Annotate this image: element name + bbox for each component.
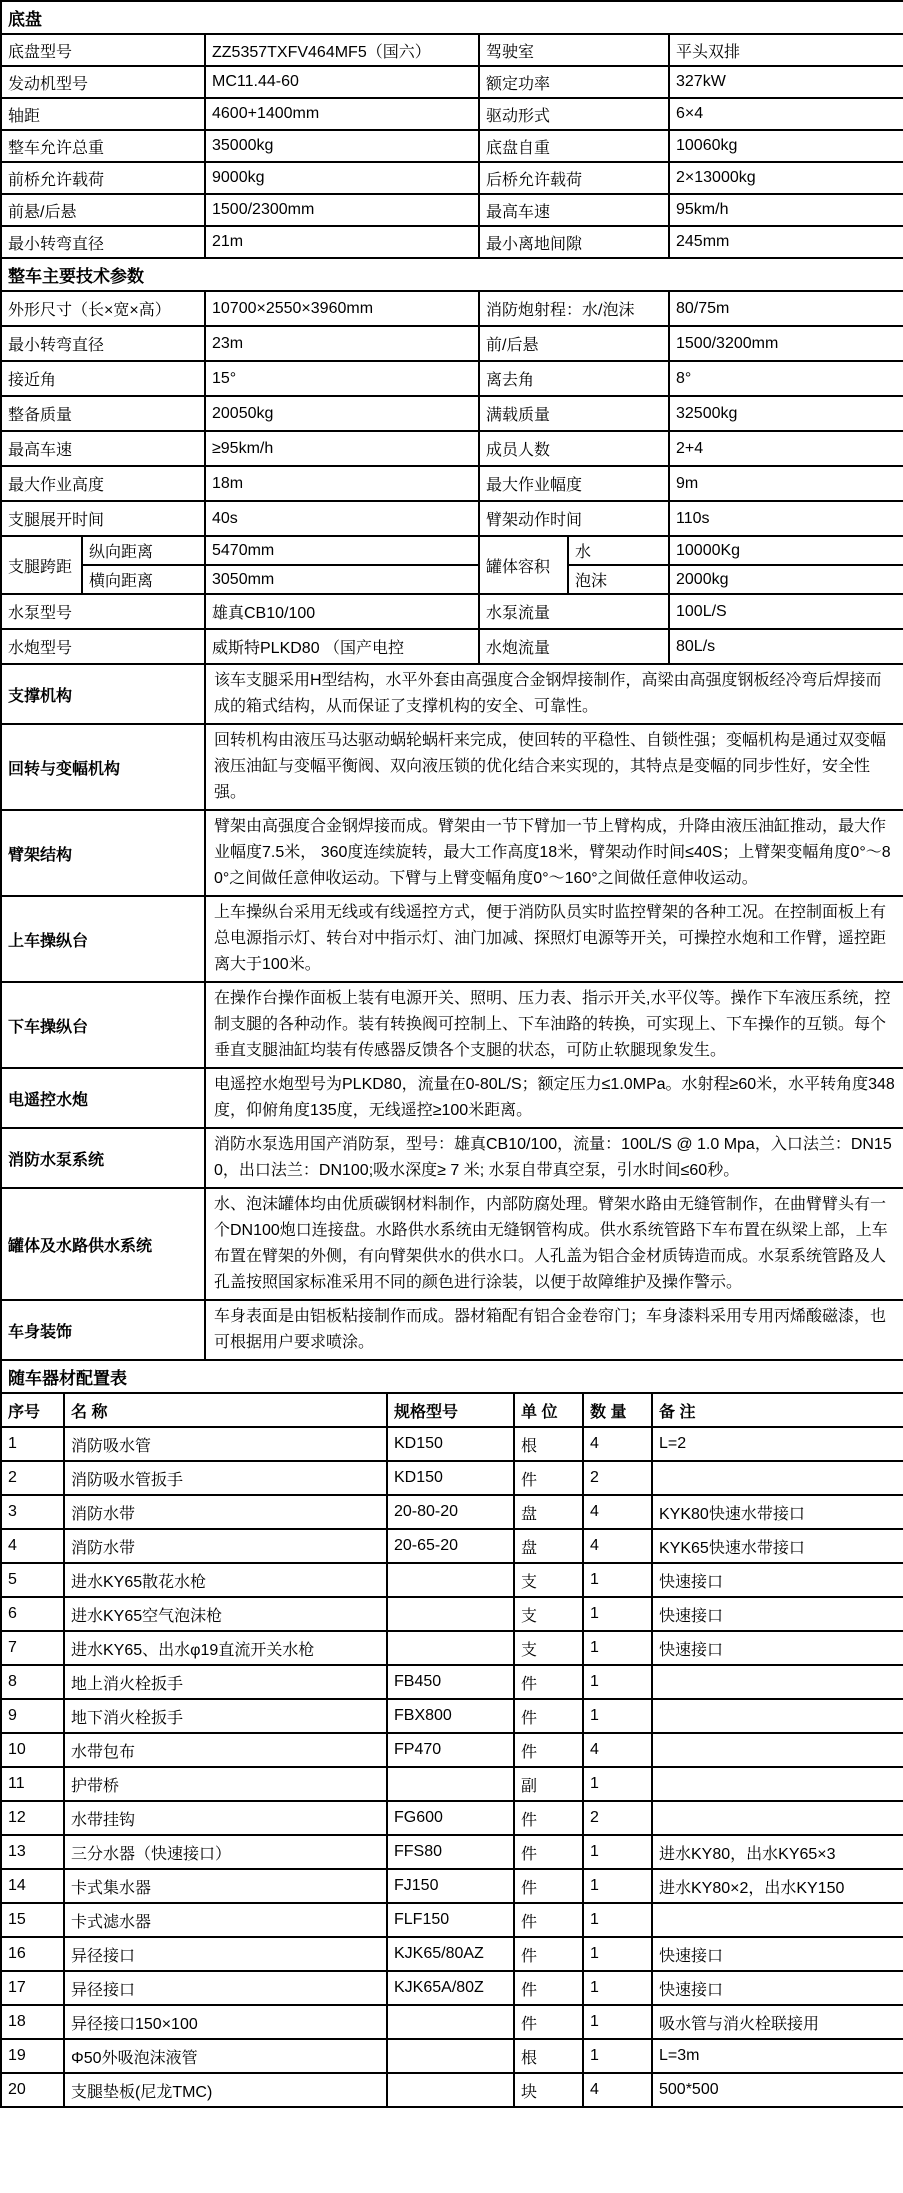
equipment-index-cell: 2	[1, 1461, 64, 1495]
description-label-cell: 上车操纵台	[1, 896, 205, 982]
vehicle-params-table	[0, 257, 903, 1361]
equipment-qty-cell: 1	[583, 2039, 652, 2073]
spec-value-cell: 5470mm	[205, 536, 479, 565]
description-text-cell: 在操作台操作面板上装有电源开关、照明、压力表、指示开关,水平仪等。操作下车液压系统，控制支腿的各种动作。装有转换阀可控制上、下车油路的转换，可实现上、下车操作的互锁。每个垂直支腿油缸均装有传感器反馈各个支腿的状态，可防止软腿现象发生。	[205, 982, 903, 1068]
section-title-row	[1, 1360, 903, 1393]
equipment-unit-cell: 件	[514, 1801, 583, 1835]
equipment-item-row	[1, 1597, 903, 1631]
equipment-qty-cell: 2	[583, 1461, 652, 1495]
spec-label-cell: 最大作业高度	[1, 466, 205, 501]
chassis-spec-row	[1, 98, 903, 130]
equipment-item-row	[1, 1631, 903, 1665]
equipment-model-cell	[387, 1563, 514, 1597]
equipment-name-cell: 进水KY65空气泡沫枪	[64, 1597, 387, 1631]
equipment-item-row	[1, 1699, 903, 1733]
equipment-note-cell: KYK80快速水带接口	[652, 1495, 903, 1529]
equipment-model-cell: 20-65-20	[387, 1529, 514, 1563]
equipment-note-cell: 快速接口	[652, 1631, 903, 1665]
equipment-header-cell: 数 量	[583, 1393, 652, 1427]
vehicle-spec-row	[1, 629, 903, 664]
equipment-note-cell: 快速接口	[652, 1597, 903, 1631]
chassis-spec-row	[1, 162, 903, 194]
equipment-name-cell: 水带挂钩	[64, 1801, 387, 1835]
equipment-item-row	[1, 2073, 903, 2107]
chassis-spec-row	[1, 226, 903, 258]
equipment-note-cell: 快速接口	[652, 1971, 903, 2005]
spec-label-cell: 水泵流量	[479, 594, 669, 629]
spec-label-cell: 支腿展开时间	[1, 501, 205, 536]
equipment-qty-cell: 1	[583, 1699, 652, 1733]
description-text-cell: 臂架由高强度合金钢焊接而成。臂架由一节下臂加一节上臂构成，升降由液压油缸推动，最大作业幅度7.5米， 360度连续旋转，最大工作高度18米，臂架动作时间≤40S；上臂架变幅角度0°～80°之间做任意伸收运动。下臂与上臂变幅角度0°～160°之间做任意伸收运动。	[205, 810, 903, 896]
description-row	[1, 664, 903, 724]
equipment-qty-cell: 4	[583, 1495, 652, 1529]
vehicle-spec-row	[1, 326, 903, 361]
equipment-unit-cell: 根	[514, 2039, 583, 2073]
spec-value-cell: 100L/S	[669, 594, 903, 629]
spec-value-cell: 40s	[205, 501, 479, 536]
description-text-cell: 车身表面是由铝板粘接制作而成。器材箱配有铝合金卷帘门；车身漆料采用专用丙烯酸磁漆，也可根据用户要求喷涂。	[205, 1300, 903, 1360]
equipment-index-cell: 7	[1, 1631, 64, 1665]
spec-value-cell: 9000kg	[205, 162, 479, 194]
equipment-model-cell	[387, 2073, 514, 2107]
equipment-item-row	[1, 1937, 903, 1971]
spec-value-cell: 8°	[669, 361, 903, 396]
spec-value-cell: 327kW	[669, 66, 903, 98]
spec-label-cell: 成员人数	[479, 431, 669, 466]
description-text-cell: 消防水泵选用国产消防泵，型号：雄真CB10/100，流量：100L/S @ 1.0 Mpa，入口法兰：DN150，出口法兰：DN100;吸水深度≥ 7 米; 水泵自带真空泵，引水时间≤60秒。	[205, 1128, 903, 1188]
equipment-name-cell: 三分水器（快速接口）	[64, 1835, 387, 1869]
equipment-name-cell: 消防吸水管	[64, 1427, 387, 1461]
equipment-index-cell: 13	[1, 1835, 64, 1869]
spec-label-cell: 最高车速	[1, 431, 205, 466]
spec-label-cell: 水泵型号	[1, 594, 205, 629]
spec-value-cell: 9m	[669, 466, 903, 501]
vehicle-spec-row	[1, 396, 903, 431]
equipment-model-cell: FBX800	[387, 1699, 514, 1733]
equipment-index-cell: 18	[1, 2005, 64, 2039]
equipment-name-cell: 进水KY65散花水枪	[64, 1563, 387, 1597]
equipment-index-cell: 12	[1, 1801, 64, 1835]
spec-value-cell: 威斯特PLKD80 （国产电控	[205, 629, 479, 664]
spec-label-cell: 底盘型号	[1, 34, 205, 66]
equipment-qty-cell: 1	[583, 1597, 652, 1631]
equipment-unit-cell: 件	[514, 2005, 583, 2039]
equipment-unit-cell: 件	[514, 1937, 583, 1971]
equipment-index-cell: 6	[1, 1597, 64, 1631]
equipment-unit-cell: 盘	[514, 1529, 583, 1563]
description-row	[1, 1128, 903, 1188]
description-row	[1, 810, 903, 896]
spec-value-cell: 2000kg	[669, 565, 903, 594]
spec-label-cell: 最小离地间隙	[479, 226, 669, 258]
equipment-qty-cell: 4	[583, 1733, 652, 1767]
vehicle-spec-row	[1, 431, 903, 466]
description-row	[1, 982, 903, 1068]
equipment-index-cell: 3	[1, 1495, 64, 1529]
spec-sublabel-cell: 横向距离	[82, 565, 205, 594]
spec-value-cell: 1500/3200mm	[669, 326, 903, 361]
spec-label-cell: 接近角	[1, 361, 205, 396]
equipment-index-cell: 16	[1, 1937, 64, 1971]
equipment-qty-cell: 1	[583, 2005, 652, 2039]
equipment-unit-cell: 支	[514, 1563, 583, 1597]
spec-label-cell: 后桥允许载荷	[479, 162, 669, 194]
equipment-unit-cell: 支	[514, 1597, 583, 1631]
equipment-name-cell: 异径接口150×100	[64, 2005, 387, 2039]
equipment-unit-cell: 件	[514, 1869, 583, 1903]
equipment-index-cell: 1	[1, 1427, 64, 1461]
chassis-spec-row	[1, 194, 903, 226]
equipment-model-cell: 20-80-20	[387, 1495, 514, 1529]
description-text-cell: 回转机构由液压马达驱动蜗轮蜗杆来完成，使回转的平稳性、自锁性强；变幅机构是通过双变幅液压油缸与变幅平衡阀、双向液压锁的优化结合来实现的，其特点是变幅的同步性好，安全性强。	[205, 724, 903, 810]
spec-label-cell: 水炮流量	[479, 629, 669, 664]
spec-label-cell: 驾驶室	[479, 34, 669, 66]
equipment-name-cell: 消防吸水管扳手	[64, 1461, 387, 1495]
section-title-row	[1, 1, 903, 34]
chassis-spec-row	[1, 130, 903, 162]
spec-label-cell: 外形尺寸（长×宽×高）	[1, 291, 205, 326]
equipment-item-row	[1, 1869, 903, 1903]
equipment-note-cell	[652, 1733, 903, 1767]
equipment-index-cell: 10	[1, 1733, 64, 1767]
description-row	[1, 724, 903, 810]
equipment-unit-cell: 件	[514, 1903, 583, 1937]
vehicle-spec-row	[1, 594, 903, 629]
spec-label-cell: 驱动形式	[479, 98, 669, 130]
equipment-header-cell: 名 称	[64, 1393, 387, 1427]
spec-value-cell: ≥95km/h	[205, 431, 479, 466]
equipment-model-cell	[387, 2005, 514, 2039]
equipment-name-cell: 支腿垫板(尼龙TMC)	[64, 2073, 387, 2107]
spec-sublabel-cell: 纵向距离	[82, 536, 205, 565]
equipment-unit-cell: 件	[514, 1461, 583, 1495]
spec-value-cell: 32500kg	[669, 396, 903, 431]
equipment-item-row	[1, 1801, 903, 1835]
equipment-note-cell: 500*500	[652, 2073, 903, 2107]
equipment-model-cell: FJ150	[387, 1869, 514, 1903]
equipment-qty-cell: 1	[583, 1937, 652, 1971]
spec-label-cell: 发动机型号	[1, 66, 205, 98]
spec-value-cell: 1500/2300mm	[205, 194, 479, 226]
spec-label-cell: 离去角	[479, 361, 669, 396]
equipment-qty-cell: 1	[583, 1631, 652, 1665]
description-text-cell: 上车操纵台采用无线或有线遥控方式，便于消防队员实时监控臂架的各种工况。在控制面板上有总电源指示灯、转台对中指示灯、油门加减、探照灯电源等开关，可操控水炮和工作臂，遥控距离大于100米。	[205, 896, 903, 982]
equipment-note-cell: 快速接口	[652, 1563, 903, 1597]
equipment-model-cell: KJK65A/80Z	[387, 1971, 514, 2005]
vehicle-spec-row	[1, 291, 903, 326]
equipment-unit-cell: 件	[514, 1733, 583, 1767]
spec-value-cell: 23m	[205, 326, 479, 361]
equipment-index-cell: 4	[1, 1529, 64, 1563]
spec-value-cell: 20050kg	[205, 396, 479, 431]
equipment-model-cell: KJK65/80AZ	[387, 1937, 514, 1971]
spec-value-cell: 10700×2550×3960mm	[205, 291, 479, 326]
spec-sublabel-cell: 泡沫	[568, 565, 669, 594]
equipment-note-cell: 进水KY80×2，出水KY150	[652, 1869, 903, 1903]
spec-label-cell: 底盘自重	[479, 130, 669, 162]
equipment-item-row	[1, 1835, 903, 1869]
equipment-note-cell	[652, 1461, 903, 1495]
spec-label-cell: 最小转弯直径	[1, 326, 205, 361]
equipment-qty-cell: 1	[583, 1903, 652, 1937]
equipment-name-cell: 地上消火栓扳手	[64, 1665, 387, 1699]
spec-value-cell: ZZ5357TXFV464MF5（国六）	[205, 34, 479, 66]
equipment-model-cell: FB450	[387, 1665, 514, 1699]
equipment-qty-cell: 2	[583, 1801, 652, 1835]
equipment-index-cell: 14	[1, 1869, 64, 1903]
spec-value-cell: 10060kg	[669, 130, 903, 162]
equipment-unit-cell: 件	[514, 1971, 583, 2005]
equipment-note-cell: 吸水管与消火栓联接用	[652, 2005, 903, 2039]
equipment-header-cell: 序号	[1, 1393, 64, 1427]
spec-value-cell: 35000kg	[205, 130, 479, 162]
equipment-qty-cell: 4	[583, 1529, 652, 1563]
equipment-name-cell: 异径接口	[64, 1937, 387, 1971]
equipment-index-cell: 19	[1, 2039, 64, 2073]
vehicle-spec-row	[1, 466, 903, 501]
equipment-qty-cell: 1	[583, 1869, 652, 1903]
equipment-name-cell: 进水KY65、出水φ19直流开关水枪	[64, 1631, 387, 1665]
equipment-item-row	[1, 1461, 903, 1495]
spec-label-cell: 前悬/后悬	[1, 194, 205, 226]
equipment-qty-cell: 1	[583, 1665, 652, 1699]
equipment-header-cell: 备 注	[652, 1393, 903, 1427]
equipment-unit-cell: 件	[514, 1699, 583, 1733]
equipment-note-cell: L=3m	[652, 2039, 903, 2073]
equipment-item-row	[1, 1971, 903, 2005]
description-row	[1, 1188, 903, 1300]
equipment-item-row	[1, 2005, 903, 2039]
spec-value-cell: 18m	[205, 466, 479, 501]
spec-label-cell: 额定功率	[479, 66, 669, 98]
equipment-name-cell: 异径接口	[64, 1971, 387, 2005]
equipment-name-cell: Φ50外吸泡沫液管	[64, 2039, 387, 2073]
equipment-note-cell: L=2	[652, 1427, 903, 1461]
description-label-cell: 支撑机构	[1, 664, 205, 724]
equipment-unit-cell: 根	[514, 1427, 583, 1461]
equipment-header-row	[1, 1393, 903, 1427]
description-label-cell: 电遥控水炮	[1, 1068, 205, 1128]
equipment-name-cell: 消防水带	[64, 1495, 387, 1529]
spec-label-cell: 最大作业幅度	[479, 466, 669, 501]
outrigger-tank-row	[1, 536, 903, 565]
equipment-note-cell: 快速接口	[652, 1937, 903, 1971]
equipment-note-cell	[652, 1801, 903, 1835]
spec-label-cell: 前桥允许载荷	[1, 162, 205, 194]
equipment-unit-cell: 支	[514, 1631, 583, 1665]
equipment-model-cell	[387, 1597, 514, 1631]
equipment-index-cell: 11	[1, 1767, 64, 1801]
spec-value-cell: 10000Kg	[669, 536, 903, 565]
equipment-header-cell: 规格型号	[387, 1393, 514, 1427]
equipment-header-cell: 单 位	[514, 1393, 583, 1427]
description-row	[1, 896, 903, 982]
equipment-unit-cell: 件	[514, 1665, 583, 1699]
spec-value-cell: 3050mm	[205, 565, 479, 594]
equipment-note-cell: KYK65快速水带接口	[652, 1529, 903, 1563]
equipment-qty-cell: 4	[583, 2073, 652, 2107]
spec-value-cell: 95km/h	[669, 194, 903, 226]
equipment-item-row	[1, 1903, 903, 1937]
spec-label-cell: 轴距	[1, 98, 205, 130]
spec-label-cell: 整备质量	[1, 396, 205, 431]
equipment-qty-cell: 1	[583, 1835, 652, 1869]
equipment-section-title: 随车器材配置表	[1, 1360, 903, 1393]
equipment-name-cell: 卡式滤水器	[64, 1903, 387, 1937]
vehicle-spec-row	[1, 501, 903, 536]
equipment-qty-cell: 4	[583, 1427, 652, 1461]
spec-value-cell: 6×4	[669, 98, 903, 130]
equipment-name-cell: 水带包布	[64, 1733, 387, 1767]
equipment-item-row	[1, 1495, 903, 1529]
description-label-cell: 车身装饰	[1, 1300, 205, 1360]
description-row	[1, 1300, 903, 1360]
description-label-cell: 下车操纵台	[1, 982, 205, 1068]
spec-label-cell: 水炮型号	[1, 629, 205, 664]
equipment-item-row	[1, 1529, 903, 1563]
section-title-row	[1, 258, 903, 291]
spec-value-cell: 2×13000kg	[669, 162, 903, 194]
chassis-section-title: 底盘	[1, 1, 903, 34]
equipment-model-cell	[387, 2039, 514, 2073]
equipment-index-cell: 9	[1, 1699, 64, 1733]
spec-value-cell: 110s	[669, 501, 903, 536]
spec-value-cell: 平头双排	[669, 34, 903, 66]
spec-label-cell: 满载质量	[479, 396, 669, 431]
spec-value-cell: MC11.44-60	[205, 66, 479, 98]
equipment-table	[0, 1359, 903, 2108]
spec-label-cell: 罐体容积	[479, 536, 568, 594]
equipment-item-row	[1, 2039, 903, 2073]
equipment-qty-cell: 1	[583, 1767, 652, 1801]
spec-label-cell: 支腿跨距	[1, 536, 82, 594]
equipment-index-cell: 20	[1, 2073, 64, 2107]
description-text-cell: 该车支腿采用H型结构，水平外套由高强度合金钢焊接制作，高梁由高强度钢板经冷弯后焊接而成的箱式结构，从而保证了支撑机构的安全、可靠性。	[205, 664, 903, 724]
equipment-model-cell: KD150	[387, 1461, 514, 1495]
spec-label-cell: 最高车速	[479, 194, 669, 226]
equipment-model-cell: KD150	[387, 1427, 514, 1461]
equipment-index-cell: 8	[1, 1665, 64, 1699]
description-text-cell: 水、泡沫罐体均由优质碳钢材料制作，内部防腐处理。臂架水路由无缝管制作，在曲臂臂头有一个DN100炮口连接盘。水路供水系统由无缝钢管构成。供水系统管路下车布置在纵梁上部，上车布置在臂架的外侧，有向臂架供水的供水口。人孔盖为铝合金材质铸造而成。水泵系统管路及人孔盖按照国家标准采用不同的颜色进行涂装，以便于故障维护及操作警示。	[205, 1188, 903, 1300]
spec-value-cell: 15°	[205, 361, 479, 396]
equipment-model-cell: FG600	[387, 1801, 514, 1835]
equipment-index-cell: 17	[1, 1971, 64, 2005]
spec-sublabel-cell: 水	[568, 536, 669, 565]
equipment-name-cell: 护带桥	[64, 1767, 387, 1801]
equipment-item-row	[1, 1767, 903, 1801]
spec-value-cell: 4600+1400mm	[205, 98, 479, 130]
description-text-cell: 电遥控水炮型号为PLKD80，流量在0-80L/S；额定压力≤1.0MPa。水射程≥60米，水平转角度348度，仰俯角度135度，无线遥控≥100米距离。	[205, 1068, 903, 1128]
spec-label-cell: 最小转弯直径	[1, 226, 205, 258]
equipment-name-cell: 卡式集水器	[64, 1869, 387, 1903]
equipment-qty-cell: 1	[583, 1563, 652, 1597]
equipment-model-cell: FLF150	[387, 1903, 514, 1937]
equipment-note-cell	[652, 1903, 903, 1937]
equipment-item-row	[1, 1427, 903, 1461]
description-label-cell: 罐体及水路供水系统	[1, 1188, 205, 1300]
equipment-model-cell	[387, 1631, 514, 1665]
equipment-model-cell: FP470	[387, 1733, 514, 1767]
equipment-note-cell	[652, 1767, 903, 1801]
spec-label-cell: 前/后悬	[479, 326, 669, 361]
equipment-note-cell	[652, 1699, 903, 1733]
equipment-item-row	[1, 1563, 903, 1597]
equipment-model-cell: FFS80	[387, 1835, 514, 1869]
spec-value-cell: 2+4	[669, 431, 903, 466]
equipment-unit-cell: 副	[514, 1767, 583, 1801]
description-label-cell: 消防水泵系统	[1, 1128, 205, 1188]
description-label-cell: 臂架结构	[1, 810, 205, 896]
spec-value-cell: 245mm	[669, 226, 903, 258]
spec-label-cell: 臂架动作时间	[479, 501, 669, 536]
equipment-name-cell: 消防水带	[64, 1529, 387, 1563]
chassis-spec-row	[1, 34, 903, 66]
equipment-unit-cell: 块	[514, 2073, 583, 2107]
spec-value-cell: 80L/s	[669, 629, 903, 664]
equipment-item-row	[1, 1665, 903, 1699]
description-row	[1, 1068, 903, 1128]
spec-value-cell: 雄真CB10/100	[205, 594, 479, 629]
equipment-index-cell: 5	[1, 1563, 64, 1597]
spec-label-cell: 整车允许总重	[1, 130, 205, 162]
vehicle-section-title: 整车主要技术参数	[1, 258, 903, 291]
equipment-note-cell	[652, 1665, 903, 1699]
spec-label-cell: 消防炮射程：水/泡沫	[479, 291, 669, 326]
chassis-table	[0, 0, 903, 259]
equipment-name-cell: 地下消火栓扳手	[64, 1699, 387, 1733]
equipment-unit-cell: 盘	[514, 1495, 583, 1529]
description-label-cell: 回转与变幅机构	[1, 724, 205, 810]
spec-value-cell: 21m	[205, 226, 479, 258]
equipment-item-row	[1, 1733, 903, 1767]
equipment-model-cell	[387, 1767, 514, 1801]
equipment-qty-cell: 1	[583, 1971, 652, 2005]
spec-value-cell: 80/75m	[669, 291, 903, 326]
equipment-unit-cell: 件	[514, 1835, 583, 1869]
outrigger-tank-row	[1, 565, 903, 594]
equipment-note-cell: 进水KY80，出水KY65×3	[652, 1835, 903, 1869]
equipment-index-cell: 15	[1, 1903, 64, 1937]
chassis-spec-row	[1, 66, 903, 98]
vehicle-spec-row	[1, 361, 903, 396]
